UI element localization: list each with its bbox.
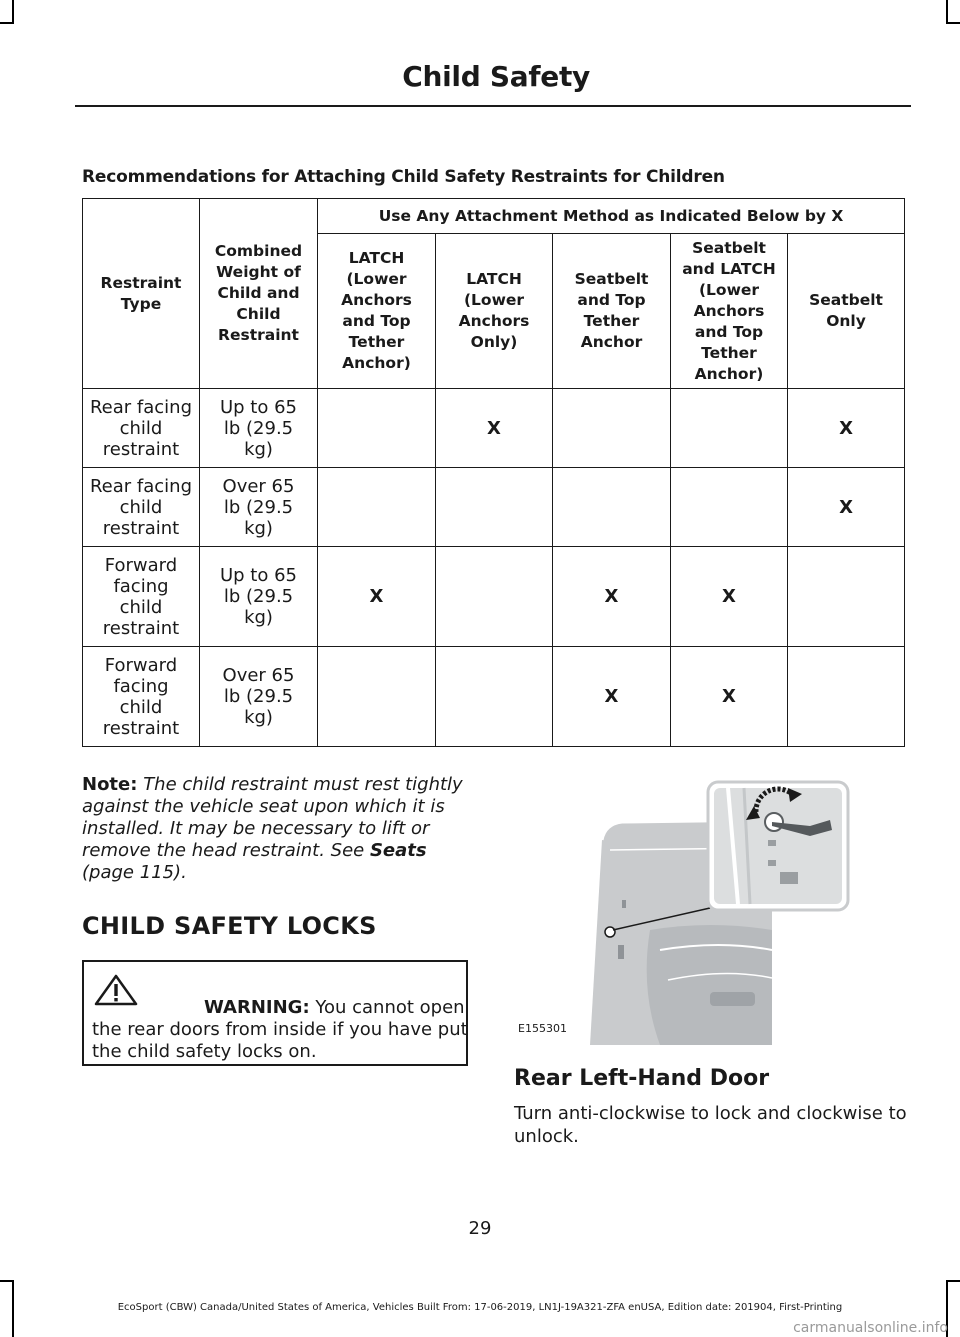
figure-caption-title: Rear Left-Hand Door [514, 1066, 770, 1091]
note-paragraph [82, 774, 472, 884]
table-title: Recommendations for Attaching Child Safety Restraints for Children [82, 167, 725, 187]
restraint-recommendation-table [82, 198, 905, 747]
cell-restraint-type: Rear facing child restraint [83, 389, 200, 468]
cell-mark [788, 547, 905, 647]
cell-mark [436, 468, 553, 547]
cell-mark [553, 389, 671, 468]
cell-mark [671, 389, 788, 468]
cell-mark [436, 647, 553, 747]
cell-mark: X [318, 547, 436, 647]
note-label: Note: [82, 774, 138, 795]
header-attachment-method-group: Use Any Attachment Method as Indicated Below by X [318, 199, 905, 234]
crop-mark-top-left-v [12, 0, 14, 24]
warning-box [82, 960, 468, 1066]
section-heading: CHILD SAFETY LOCKS [82, 912, 377, 940]
cell-mark [318, 389, 436, 468]
table-row [83, 547, 905, 647]
cell-mark [553, 468, 671, 547]
cell-restraint-type: Forward facing child restraint [83, 547, 200, 647]
header-restraint-type: Restraint Type [83, 199, 200, 389]
page-header-title: Child Safety [402, 60, 590, 93]
table-row [83, 389, 905, 468]
crop-mark-top-right-v [946, 0, 948, 24]
header-rule [75, 105, 911, 107]
cell-weight: Up to 65 lb (29.5 kg) [200, 547, 318, 647]
header-method-latch-lower: LATCH (Lower Anchors Only) [436, 234, 553, 389]
page-footer: EcoSport (CBW) Canada/United States of America, Vehicles Built From: 17-06-2019, LN1J-19A321-ZFA enUSA, Edition date: 201904, First-Printing [117, 1302, 843, 1313]
note-text: The child restraint must rest tightly against the vehicle seat upon which it is installed. It may be necessary to lift or remove the head restraint. See [82, 774, 463, 861]
cell-mark [788, 647, 905, 747]
crop-mark-bottom-right-h [946, 1280, 960, 1282]
crop-mark-top-left-h [0, 22, 14, 24]
header-combined-weight: Combined Weight of Child and Child Restraint [200, 199, 318, 389]
cell-restraint-type: Rear facing child restraint [83, 468, 200, 547]
cell-mark: X [788, 468, 905, 547]
header-method-latch-full: LATCH (Lower Anchors and Top Tether Anchor) [318, 234, 436, 389]
watermark: carmanualsonline.info [793, 1320, 948, 1336]
header-method-seatbelt-latch: Seatbelt and LATCH (Lower Anchors and Top Tether Anchor) [671, 234, 788, 389]
note-page-ref: (page 115). [82, 862, 187, 883]
cell-mark: X [671, 547, 788, 647]
header-method-seatbelt-only: Seatbelt Only [788, 234, 905, 389]
door-child-lock-illustration [510, 780, 855, 1045]
warning-label: WARNING: [204, 997, 310, 1018]
cell-weight: Over 65 lb (29.5 kg) [200, 468, 318, 547]
crop-mark-bottom-left-h [0, 1280, 14, 1282]
cell-mark: X [553, 647, 671, 747]
header-method-seatbelt-tether: Seatbelt and Top Tether Anchor [553, 234, 671, 389]
figure-code: E155301 [518, 1022, 567, 1035]
crop-mark-top-right-h [946, 22, 960, 24]
cell-mark: X [553, 547, 671, 647]
cell-mark: X [436, 389, 553, 468]
cell-mark [436, 547, 553, 647]
warning-text: You cannot open the rear doors from inside if you have put the child safety locks on. [92, 997, 468, 1062]
table-row [83, 647, 905, 747]
rear-door-figure [510, 780, 855, 1045]
cell-weight: Over 65 lb (29.5 kg) [200, 647, 318, 747]
seats-link[interactable]: Seats [369, 840, 427, 861]
page-number: 29 [468, 1218, 492, 1239]
cell-weight: Up to 65 lb (29.5 kg) [200, 389, 318, 468]
cell-mark [318, 647, 436, 747]
cell-restraint-type: Forward facing child restraint [83, 647, 200, 747]
cell-mark: X [671, 647, 788, 747]
cell-mark [318, 468, 436, 547]
figure-caption-body: Turn anti-clockwise to lock and clockwise to unlock. [514, 1103, 907, 1147]
table-row [83, 468, 905, 547]
cell-mark [671, 468, 788, 547]
warning-text-block [92, 997, 468, 1063]
cell-mark: X [788, 389, 905, 468]
